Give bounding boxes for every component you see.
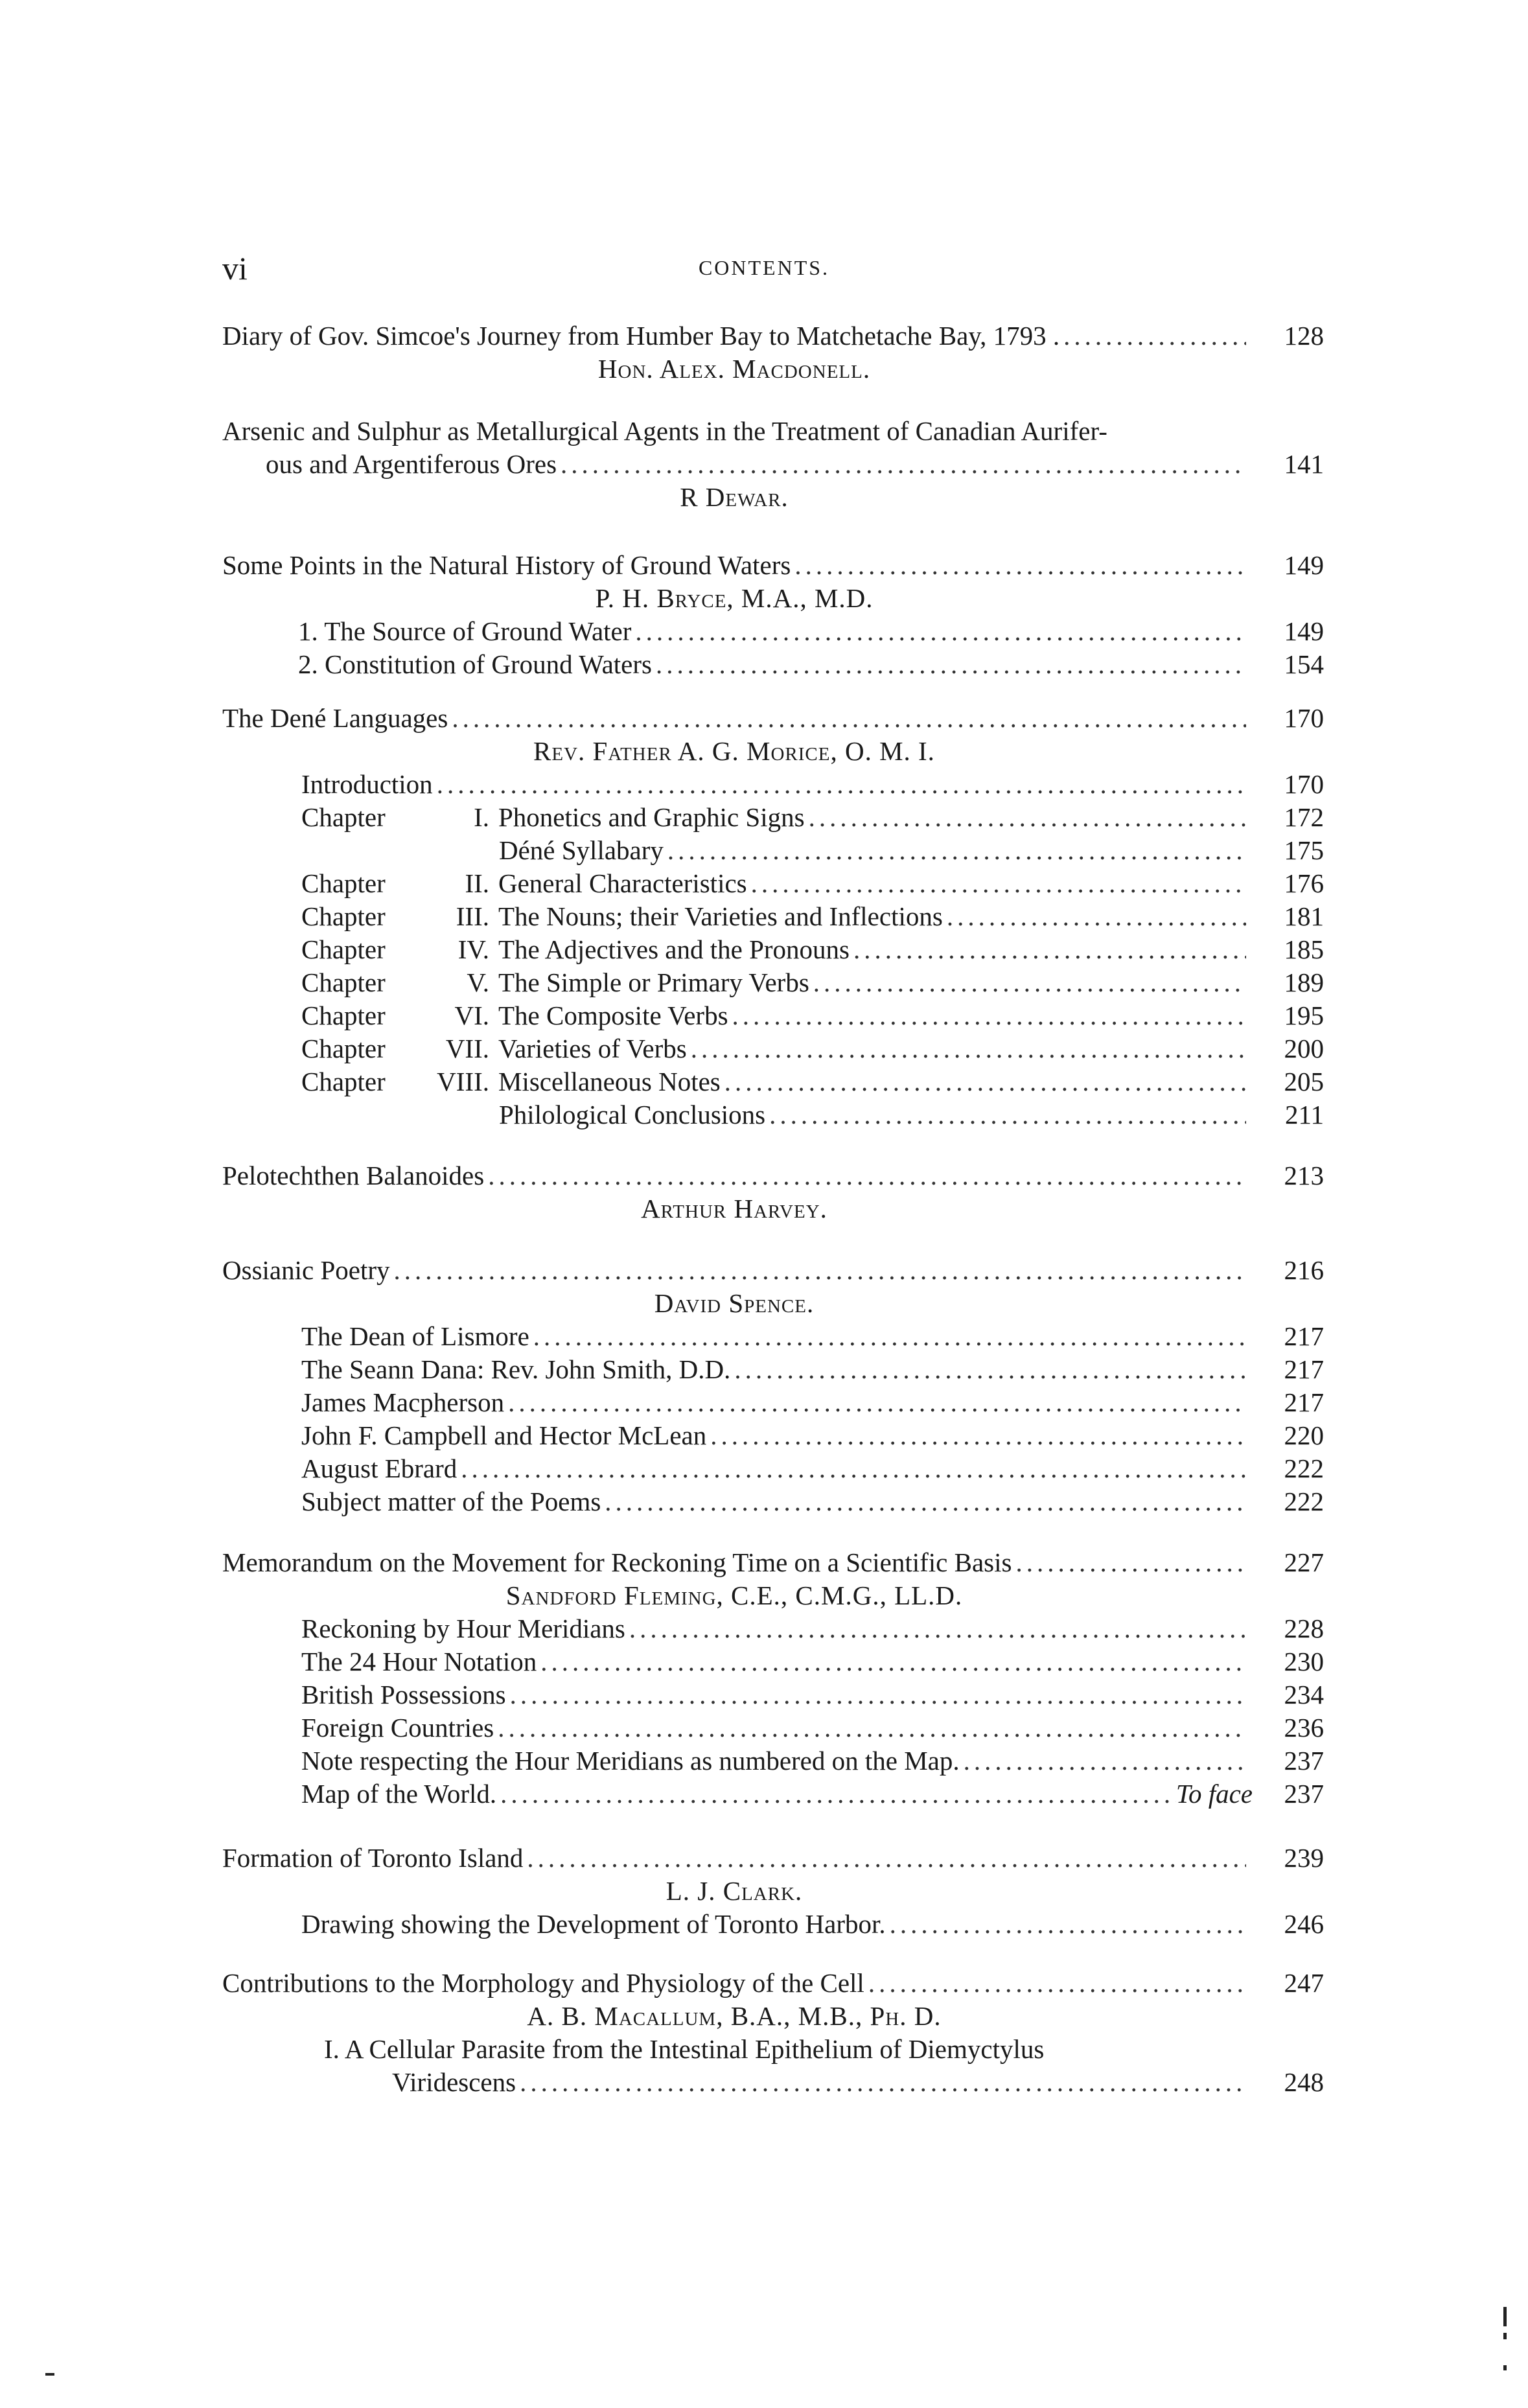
entry-title: Memorandum on the Movement for Reckoning Time on a Scientific Basis: [222, 1547, 1012, 1577]
sub-entry-label: Note respecting the Hour Meridians as numbered on the Map.: [301, 1746, 960, 1776]
entry-author: R Dewar.: [680, 482, 789, 512]
leader-dots: [864, 1967, 1246, 2000]
page-number: 248: [1284, 2067, 1324, 2097]
leader-dots: [390, 1254, 1247, 1287]
chapter-row: [301, 801, 1324, 834]
chapter-word: Chapter: [301, 868, 386, 898]
sub-entry-label: British Possessions: [301, 1680, 506, 1709]
sub-entry-label: Subject matter of the Poems: [301, 1487, 601, 1516]
page-number: 222: [1284, 1487, 1324, 1516]
sub-entry-label: James Macpherson: [301, 1387, 505, 1417]
chapter-word: Chapter: [301, 934, 386, 964]
leader-dots: [960, 1744, 1246, 1777]
leader-dots: [537, 1645, 1246, 1678]
sub-entry-row: [301, 1320, 1324, 1353]
leader-dots: [652, 648, 1246, 681]
sub-entry-label: Reckoning by Hour Meridians: [301, 1614, 625, 1643]
chapter-word: Chapter: [301, 967, 386, 997]
entry-simcoe: [0, 319, 1528, 386]
to-face-note: To face: [1175, 1779, 1253, 1809]
chapter-label: The Simple or Primary Verbs: [498, 967, 809, 997]
page-numeral: vi: [222, 250, 248, 286]
page-number: 220: [1284, 1420, 1324, 1450]
page-number: 237: [1284, 1779, 1324, 1809]
entry-title: Ossianic Poetry: [222, 1255, 390, 1285]
leader-dots: [496, 1777, 1176, 1811]
leader-dots: [529, 1320, 1246, 1353]
sub-entry-row: [301, 1419, 1324, 1452]
sub-entry-row: [301, 1678, 1324, 1711]
page-number: 213: [1284, 1161, 1324, 1190]
chapter-row: [301, 933, 1324, 966]
leader-dots: [664, 834, 1246, 867]
leader-dots: [601, 1485, 1246, 1518]
sub-entry-label: Map of the World.: [301, 1779, 497, 1809]
page-number: 141: [1284, 449, 1324, 479]
entry-title: Formation of Toronto Island: [222, 1843, 524, 1873]
sub-entry-label: Foreign Countries: [301, 1713, 494, 1742]
page-number: 217: [1284, 1321, 1324, 1351]
leader-dots: [765, 1098, 1246, 1131]
scan-mark: [1503, 2333, 1507, 2339]
sub-entry-row: [301, 1612, 1324, 1645]
chapter-number: I.: [474, 802, 489, 832]
entry-cell: [0, 1967, 1528, 2099]
entry-dene: [0, 702, 1528, 1131]
entry-author: Hon. Alex. Macdonell.: [597, 354, 871, 384]
chapter-number: V.: [467, 967, 489, 997]
page-number: 246: [1284, 1909, 1324, 1939]
leader-dots: [728, 999, 1246, 1032]
chapter-label: The Adjectives and the Pronouns: [498, 934, 850, 964]
leader-dots: [730, 1353, 1246, 1386]
leader-dots: [805, 801, 1246, 834]
sub-entry-row: [301, 1452, 1324, 1485]
page-number: 200: [1284, 1034, 1324, 1063]
page-number: 227: [1284, 1547, 1324, 1577]
page-title: CONTENTS.: [698, 256, 830, 279]
leader-dots: [1012, 1546, 1246, 1579]
leader-dots: [506, 1678, 1246, 1711]
entry-title: Pelotechthen Balanoides: [222, 1161, 485, 1190]
chapter-row: [301, 1098, 1324, 1131]
entry-title-line2: ous and Argentiferous Ores: [266, 449, 557, 479]
sub-entry-row: [301, 1711, 1324, 1744]
entry-title: Some Points in the Natural History of Ground Waters: [222, 550, 791, 580]
chapter-word: Chapter: [301, 802, 386, 832]
leader-dots: [747, 867, 1246, 900]
chapter-label: Déné Syllabary: [499, 835, 664, 865]
scan-mark: [1503, 2307, 1507, 2326]
page-number: 170: [1284, 769, 1324, 799]
leader-dots: [504, 1386, 1246, 1419]
page-number: 211: [1285, 1100, 1324, 1129]
chapter-row: [301, 900, 1324, 933]
entry-title: Diary of Gov. Simcoe's Journey from Humber Bay to Matchetache Bay, 1793 .: [222, 321, 1060, 351]
page-number: 237: [1284, 1746, 1324, 1776]
chapter-word: Chapter: [301, 1001, 386, 1030]
entry-title-row: [222, 1546, 1324, 1579]
entry-title-row: [222, 702, 1324, 735]
entry-title-row: [222, 549, 1324, 582]
entry-author: Rev. Father A. G. Morice, O. M. I.: [533, 736, 935, 766]
entry-memorandum: [0, 1546, 1528, 1811]
page-number: 128: [1284, 321, 1324, 351]
page-number: 154: [1284, 649, 1324, 679]
entry-author: L. J. Clark.: [666, 1876, 803, 1906]
chapter-number: VIII.: [437, 1067, 489, 1096]
page-number: 228: [1284, 1614, 1324, 1643]
entry-author: Sandford Fleming, C.E., C.M.G., LL.D.: [505, 1580, 963, 1610]
page-number: 205: [1284, 1067, 1324, 1096]
chapter-label: The Composite Verbs: [498, 1001, 728, 1030]
page-number: 176: [1284, 868, 1324, 898]
entry-author: Arthur Harvey.: [641, 1194, 828, 1223]
sub-entry-label: 2. Constitution of Ground Waters: [298, 649, 652, 679]
entry-author: A. B. Macallum, B.A., M.B., Ph. D.: [527, 2001, 942, 2031]
chapter-number: III.: [456, 901, 489, 931]
leader-dots: [850, 933, 1246, 966]
chapter-label: Varieties of Verbs: [498, 1034, 687, 1063]
leader-dots: [886, 1908, 1246, 1941]
chapter-number: II.: [465, 868, 489, 898]
entry-title-row: [222, 1842, 1324, 1875]
chapter-row: [301, 1065, 1324, 1098]
entry-title-row: [222, 1159, 1324, 1192]
entry-waters: [0, 549, 1528, 681]
entry-peloto: [0, 1159, 1528, 1225]
sub-entry-row: [301, 1353, 1324, 1386]
leader-dots: [557, 448, 1246, 481]
chapter-row: [301, 867, 1324, 900]
leader-dots: [687, 1032, 1246, 1065]
chapter-word: Chapter: [301, 1067, 386, 1096]
page-number: 149: [1284, 616, 1324, 646]
leader-dots: [523, 1842, 1246, 1875]
entry-arsenic: [0, 415, 1528, 514]
chapter-row: [301, 999, 1324, 1032]
page-number: 149: [1284, 550, 1324, 580]
chapter-number: IV.: [457, 934, 489, 964]
entry-title: The Dené Languages: [222, 703, 448, 733]
leader-dots: [484, 1159, 1246, 1192]
sub-entry-row: [301, 1777, 1324, 1811]
page-number: 236: [1284, 1713, 1324, 1742]
page-number: 247: [1284, 1968, 1324, 1998]
page-number: 217: [1284, 1354, 1324, 1384]
sub-entry-label: John F. Campbell and Hector McLean: [301, 1420, 707, 1450]
chapter-number: VI.: [454, 1001, 489, 1030]
chapter-label: Philological Conclusions: [499, 1100, 766, 1129]
sub-entry-label: The 24 Hour Notation: [301, 1647, 537, 1676]
page-number: 175: [1284, 835, 1324, 865]
sub-entry-row: [298, 648, 1324, 681]
sub-entry-label: August Ebrard: [301, 1453, 457, 1483]
chapter-label: The Nouns; their Varieties and Inflections: [498, 901, 943, 931]
entry-toronto: [0, 1842, 1528, 1941]
page-number: 239: [1284, 1843, 1324, 1873]
leader-dots: [809, 966, 1246, 999]
scan-mark: [45, 2373, 54, 2376]
leader-dots: [494, 1711, 1246, 1744]
sub-entry-row: [301, 1908, 1324, 1941]
page-number: 216: [1284, 1255, 1324, 1285]
leader-dots: [791, 549, 1246, 582]
leader-dots: [433, 768, 1246, 801]
sub-entry-row: [298, 615, 1324, 648]
leader-dots: [1059, 319, 1246, 353]
sub-entry-row: [392, 2066, 1324, 2099]
chapter-label: General Characteristics: [498, 868, 747, 898]
leader-dots: [448, 702, 1246, 735]
sub-entry-label: Introduction: [301, 769, 433, 799]
leader-dots: [631, 615, 1246, 648]
entry-title-row: [266, 448, 1324, 481]
sub-entry-label: Drawing showing the Development of Toronto Harbor.: [301, 1909, 886, 1939]
scan-mark: [1503, 2365, 1507, 2370]
chapter-row: [301, 1032, 1324, 1065]
entry-title-line1: Arsenic and Sulphur as Metallurgical Agents in the Treatment of Canadian Aurifer-: [222, 416, 1107, 446]
entry-title-row: [222, 1967, 1324, 2000]
page-number: 181: [1284, 901, 1324, 931]
sub-entry-row: [301, 768, 1324, 801]
sub-entry-row: [301, 1485, 1324, 1518]
chapter-label: Phonetics and Graphic Signs: [498, 802, 805, 832]
page-number: 185: [1284, 934, 1324, 964]
chapter-row: [301, 966, 1324, 999]
page-number: 195: [1284, 1001, 1324, 1030]
page-number: 230: [1284, 1647, 1324, 1676]
page-number: 217: [1284, 1387, 1324, 1417]
sub-entry-label: 1. The Source of Ground Water: [298, 616, 632, 646]
sub-entry-row: [301, 1744, 1324, 1777]
page-number: 234: [1284, 1680, 1324, 1709]
page-number: 222: [1284, 1453, 1324, 1483]
page-number: 189: [1284, 967, 1324, 997]
entry-title-row: [222, 1254, 1324, 1287]
sub-entry-row: [301, 1645, 1324, 1678]
sub-entry-label: The Seann Dana: Rev. John Smith, D.D.: [301, 1354, 731, 1384]
chapter-row: [301, 834, 1324, 867]
chapter-number: VII.: [445, 1034, 489, 1063]
entry-ossianic: [0, 1254, 1528, 1518]
sub-entry-line2: Viridescens: [392, 2067, 516, 2097]
leader-dots: [706, 1419, 1246, 1452]
chapter-word: Chapter: [301, 901, 386, 931]
entry-title-row: [222, 319, 1324, 353]
entry-author: P. H. Bryce, M.A., M.D.: [595, 583, 874, 613]
leader-dots: [721, 1065, 1246, 1098]
sub-entry-line1: I. A Cellular Parasite from the Intestinal Epithelium of Diemyctylus: [324, 2034, 1045, 2064]
page-number: 170: [1284, 703, 1324, 733]
sub-entry-label: The Dean of Lismore: [301, 1321, 529, 1351]
page-number: 172: [1284, 802, 1324, 832]
leader-dots: [457, 1452, 1246, 1485]
sub-entry-row: [301, 1386, 1324, 1419]
chapter-label: Miscellaneous Notes: [498, 1067, 721, 1096]
entry-author: David Spence.: [654, 1288, 815, 1318]
chapter-word: Chapter: [301, 1034, 386, 1063]
leader-dots: [625, 1612, 1246, 1645]
leader-dots: [516, 2066, 1246, 2099]
entry-title: Contributions to the Morphology and Physiology of the Cell: [222, 1968, 864, 1998]
leader-dots: [943, 900, 1246, 933]
